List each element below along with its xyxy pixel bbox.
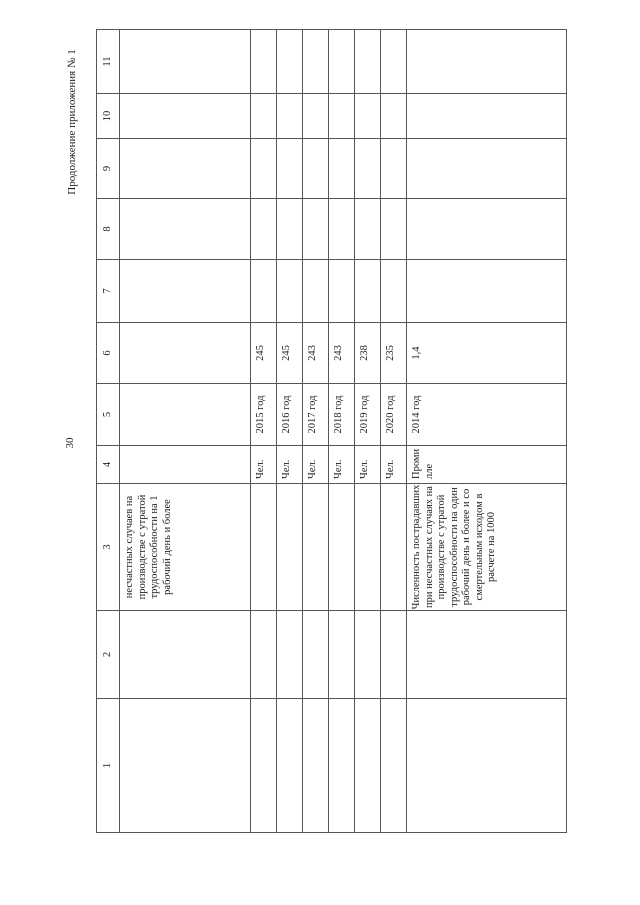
- unit-cell: Чел.: [277, 446, 303, 484]
- value-cell: 235: [381, 323, 407, 384]
- year-cell: 2017 год: [303, 384, 329, 446]
- col-header-11: 11: [97, 30, 120, 94]
- table-row: [381, 30, 407, 833]
- year-cell: 2014 год: [407, 384, 567, 446]
- indicator-name-cell: [329, 484, 355, 611]
- col-header-1: 1: [97, 699, 120, 833]
- value-cell: 245: [277, 323, 303, 384]
- unit-cell: Чел.: [251, 446, 277, 484]
- column-number-row: [97, 30, 120, 833]
- unit-cell: Чел.: [355, 446, 381, 484]
- col-header-3: 3: [97, 484, 120, 611]
- table-row: [120, 30, 251, 833]
- value-cell: [120, 323, 251, 384]
- table-row: [329, 30, 355, 833]
- table-row: [355, 30, 381, 833]
- table-row: [303, 30, 329, 833]
- indicator-name-cell: [251, 484, 277, 611]
- value-cell: 243: [303, 323, 329, 384]
- table-row: [251, 30, 277, 833]
- indicator-name-cell: Численность пострадавших при несчастных случаях на производстве с утратой трудоспособности на один рабочий день и более и со смертельным исходом в расчете на 1000: [407, 484, 567, 611]
- year-cell: 2019 год: [355, 384, 381, 446]
- unit-cell: Чел.: [329, 446, 355, 484]
- continuation-note: Продолжение приложения № 1: [66, 49, 78, 195]
- unit-cell: Проми лле: [407, 446, 567, 484]
- table-row: [277, 30, 303, 833]
- indicator-name-cell: несчастных случаев на производстве с утратой трудоспособности на 1 рабочий день и более: [120, 484, 251, 611]
- rotated-table-container: [96, 30, 567, 833]
- year-cell: 2016 год: [277, 384, 303, 446]
- year-cell: [120, 384, 251, 446]
- year-cell: 2018 год: [329, 384, 355, 446]
- indicators-table: [96, 29, 567, 833]
- page-number: 30: [64, 437, 76, 449]
- unit-cell: [120, 446, 251, 484]
- value-cell: 245: [251, 323, 277, 384]
- unit-cell: Чел.: [303, 446, 329, 484]
- col-header-9: 9: [97, 139, 120, 199]
- col-header-5: 5: [97, 384, 120, 446]
- col-header-10: 10: [97, 94, 120, 139]
- col-header-7: 7: [97, 260, 120, 323]
- indicator-name-cell: [303, 484, 329, 611]
- indicator-name-cell: [381, 484, 407, 611]
- col-header-4: 4: [97, 446, 120, 484]
- unit-cell: Чел.: [381, 446, 407, 484]
- indicator-name-cell: [355, 484, 381, 611]
- table-row: [407, 30, 567, 833]
- col-header-6: 6: [97, 323, 120, 384]
- year-cell: 2020 год: [381, 384, 407, 446]
- value-cell: 1,4: [407, 323, 567, 384]
- col-header-8: 8: [97, 199, 120, 260]
- value-cell: 238: [355, 323, 381, 384]
- value-cell: 243: [329, 323, 355, 384]
- col-header-2: 2: [97, 611, 120, 699]
- year-cell: 2015 год: [251, 384, 277, 446]
- indicator-name-cell: [277, 484, 303, 611]
